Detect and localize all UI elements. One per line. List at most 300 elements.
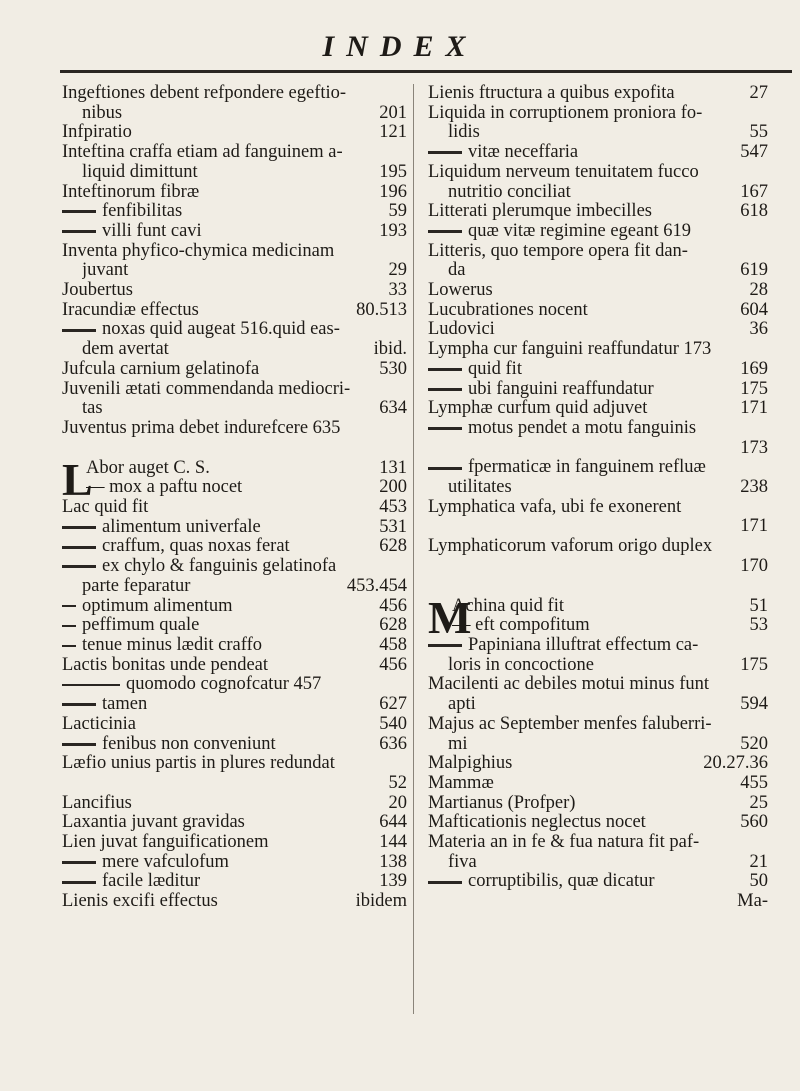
entry-term — [62, 380, 401, 400]
entry-term — [62, 754, 401, 774]
index-entry — [62, 715, 407, 735]
entry-page: 27 — [749, 83, 768, 103]
entry-text: fenfibilitas — [102, 202, 183, 222]
entry-term — [448, 695, 734, 715]
entry-term — [428, 813, 734, 833]
index-entry — [428, 183, 768, 203]
entry-term — [428, 380, 734, 400]
index-entry — [428, 104, 768, 124]
index-entry — [62, 163, 407, 183]
ditto-dash — [428, 230, 462, 233]
entry-text: Jufcula carnium gelatinofa — [62, 359, 260, 379]
entry-text: Læfio unius partis in plures redundat — [62, 754, 335, 774]
index-entry — [62, 577, 407, 597]
entry-text: Liquidum nerveum tenuitatem fucco — [428, 162, 699, 182]
entry-page: ibidem — [355, 891, 407, 912]
entry-page: 53 — [749, 615, 768, 636]
entry-page: 453.454 — [346, 575, 407, 596]
entry-term — [62, 675, 401, 695]
entry-page: 171 — [740, 398, 768, 419]
ditto-dash — [62, 230, 96, 233]
index-entry — [428, 892, 768, 912]
entry-page: 456 — [379, 654, 407, 675]
ditto-dash — [428, 151, 462, 154]
entry-term — [428, 399, 734, 419]
ditto-dash — [62, 210, 96, 213]
entry-page: 634 — [379, 398, 407, 419]
index-entry — [428, 340, 768, 360]
entry-page: 52 — [388, 772, 407, 793]
entry-term — [428, 419, 762, 439]
ditto-dash — [428, 467, 462, 470]
entry-term — [428, 498, 762, 518]
entry-text: Achina quid fit — [452, 596, 565, 616]
ditto-dash — [428, 427, 462, 430]
entry-term — [448, 853, 744, 873]
index-entry — [62, 675, 407, 695]
entry-page: 547 — [740, 142, 768, 163]
entry-page: 144 — [379, 832, 407, 853]
index-entry — [62, 735, 407, 755]
entry-term — [62, 143, 401, 163]
entry-text: Litterati plerumque imbecilles — [428, 202, 652, 222]
index-entry — [428, 517, 768, 537]
entry-text: Majus ac September menfes faluberri- — [428, 714, 712, 734]
entry-term — [428, 84, 744, 104]
entry-text: Infpiratio — [62, 123, 132, 143]
entry-page: 458 — [379, 634, 407, 655]
index-entry — [62, 104, 407, 124]
entry-term — [448, 123, 744, 143]
entry-page: 628 — [379, 536, 407, 557]
entry-page: 139 — [379, 871, 407, 892]
index-entry — [428, 715, 768, 735]
entry-term — [82, 577, 341, 597]
entry-term — [62, 518, 373, 538]
entry-text: Martianus (Profper) — [428, 793, 576, 813]
entry-text: Inteftina craffa etiam ad fanguinem a- — [62, 143, 343, 163]
entry-text: Inventa phyfico-chymica medicinam — [62, 241, 335, 261]
index-entry — [62, 616, 407, 636]
entry-term — [62, 892, 350, 912]
entry-text: Lympha cur fanguini reaffundatur 173 — [428, 340, 712, 360]
entry-text: Papiniana illuftrat effectum ca- — [468, 635, 699, 655]
entry-term — [62, 735, 373, 755]
entry-text: da — [448, 261, 466, 281]
entry-text: mere vafculofum — [102, 852, 229, 872]
index-entry — [428, 202, 768, 222]
index-entry — [62, 813, 407, 833]
index-entry — [428, 242, 768, 262]
entry-page: 51 — [749, 595, 768, 616]
index-entry — [428, 439, 768, 459]
index-entry — [428, 833, 768, 853]
entry-page: 36 — [749, 319, 768, 340]
index-entry — [62, 754, 407, 774]
index-entry — [428, 656, 768, 676]
entry-term — [448, 183, 734, 203]
left-column — [62, 84, 407, 912]
column-divider — [413, 84, 414, 1014]
entry-page: 33 — [388, 280, 407, 301]
index-entry — [428, 695, 768, 715]
ditto-dash — [62, 703, 96, 706]
entry-page: 644 — [379, 812, 407, 833]
entry-term — [428, 872, 744, 892]
index-entry — [62, 281, 407, 301]
entry-page: 594 — [740, 694, 768, 715]
entry-page: Ma- — [737, 891, 768, 912]
entry-term — [82, 340, 368, 360]
entry-text: Mafticationis neglectus nocet — [428, 813, 646, 833]
entry-page: 175 — [740, 654, 768, 675]
entry-page: 238 — [740, 477, 768, 498]
entry-text: peffimum quale — [82, 616, 200, 636]
entry-term — [428, 794, 744, 814]
entry-text: Inteftinorum fibræ — [62, 182, 200, 202]
entry-term — [62, 636, 373, 656]
index-entry — [62, 301, 407, 321]
entry-text: Lymphæ curfum quid adjuvet — [428, 399, 648, 419]
entry-page: 195 — [379, 161, 407, 182]
index-entry — [428, 537, 768, 557]
index-entry — [428, 163, 768, 183]
entry-page: 618 — [740, 201, 768, 222]
entry-page: 455 — [740, 772, 768, 793]
entry-page: 531 — [379, 516, 407, 537]
entry-text: Abor auget C. S. — [86, 458, 210, 478]
entry-page: 20 — [388, 792, 407, 813]
index-entry — [62, 656, 407, 676]
index-entry — [428, 222, 768, 242]
page-header: INDEX — [322, 30, 478, 63]
entry-page: 28 — [749, 280, 768, 301]
entry-text: Materia an in fe & fua natura fit paf- — [428, 833, 700, 853]
entry-text: Lancifius — [62, 793, 132, 813]
entry-page: 121 — [379, 122, 407, 143]
entry-text: Litteris, quo tempore opera fit dan- — [428, 241, 688, 261]
header-rule — [60, 70, 792, 73]
entry-text: lidis — [448, 123, 480, 143]
index-entry — [428, 498, 768, 518]
entry-term — [62, 597, 373, 617]
entry-text: utilitates — [448, 478, 512, 498]
entry-term — [428, 537, 762, 557]
index-entry — [428, 478, 768, 498]
entry-text: fiva — [448, 852, 477, 872]
entry-text: Malpighius — [428, 754, 513, 774]
entry-page: 170 — [740, 555, 768, 576]
entry-text: Macilenti ac debiles motui minus funt — [428, 675, 710, 695]
entry-text: Mammæ — [428, 773, 494, 793]
entry-term — [62, 202, 383, 222]
entry-page: 453 — [379, 497, 407, 518]
index-entry — [62, 143, 407, 163]
entry-page: 171 — [740, 516, 768, 537]
index-entry — [62, 123, 407, 143]
index-entry — [62, 261, 407, 281]
ditto-dash — [62, 881, 96, 884]
entry-text: Joubertus — [62, 281, 133, 301]
index-entry — [428, 597, 768, 617]
entry-term — [62, 616, 373, 636]
entry-term — [86, 459, 373, 479]
entry-text: juvant — [82, 261, 129, 281]
index-entry — [428, 261, 768, 281]
index-entry — [62, 833, 407, 853]
entry-term — [428, 281, 744, 301]
entry-term — [428, 715, 762, 735]
entry-text: mi — [448, 734, 468, 754]
entry-term — [448, 656, 734, 676]
entry-page: 55 — [749, 122, 768, 143]
index-entry — [428, 853, 768, 873]
ditto-dash — [62, 526, 96, 529]
index-entry — [62, 794, 407, 814]
entry-term — [428, 202, 734, 222]
ditto-dash — [62, 605, 76, 607]
entry-text: Lien juvat fanguificationem — [62, 833, 269, 853]
entry-page: 25 — [749, 792, 768, 813]
entry-page: 456 — [379, 595, 407, 616]
index-entry — [62, 853, 407, 873]
entry-term — [452, 597, 744, 617]
entry-term — [62, 833, 373, 853]
index-entry — [62, 636, 407, 656]
entry-term — [62, 183, 373, 203]
entry-page: 21 — [749, 851, 768, 872]
entry-text: Ingeftiones debent refpondere egeftio- — [62, 84, 347, 103]
entry-page: 175 — [740, 378, 768, 399]
entry-term — [428, 458, 762, 478]
entry-text: ex chylo & fanguinis gelatinofa — [102, 557, 337, 577]
entry-term — [62, 498, 373, 518]
index-entry — [428, 616, 768, 636]
entry-term — [452, 616, 744, 636]
entry-term — [428, 143, 734, 163]
entry-text: Lienis ftructura a quibus expofita — [428, 84, 675, 103]
index-entry — [428, 636, 768, 656]
entry-page: 193 — [379, 220, 407, 241]
index-entry — [62, 557, 407, 577]
letter-section — [62, 453, 407, 912]
entry-page: 131 — [379, 457, 407, 478]
index-entry — [428, 281, 768, 301]
entry-page: 50 — [749, 871, 768, 892]
index-entry — [62, 84, 407, 104]
entry-page: 530 — [379, 358, 407, 379]
entry-text: quomodo cognofcatur 457 — [126, 675, 322, 695]
entry-term — [82, 399, 373, 419]
entry-text: apti — [448, 695, 476, 715]
entry-text: Lienis excifi effectus — [62, 892, 218, 912]
entry-page: 201 — [379, 102, 407, 123]
entry-text: vitæ neceffaria — [468, 143, 579, 163]
entry-page: 560 — [740, 812, 768, 833]
entry-text: fpermaticæ in fanguinem refluæ — [468, 458, 706, 478]
entry-text: parte feparatur — [82, 576, 191, 596]
index-entry — [428, 84, 768, 104]
entry-page: 628 — [379, 615, 407, 636]
entry-page: 173 — [740, 437, 768, 458]
entry-text: optimum alimentum — [82, 596, 233, 616]
entry-term — [82, 163, 373, 183]
ditto-dash — [62, 743, 96, 746]
entry-text: facile læditur — [102, 872, 201, 892]
ditto-dash — [62, 861, 96, 864]
entry-text: quæ vitæ regimine egeant 619 — [468, 221, 691, 241]
index-entry — [428, 458, 768, 478]
index-entry — [428, 419, 768, 439]
index-entry — [62, 183, 407, 203]
entry-text: nibus — [82, 103, 123, 123]
entry-term — [448, 735, 734, 755]
entry-term — [62, 794, 383, 814]
entry-term — [62, 123, 373, 143]
section-gap — [62, 439, 407, 459]
entry-text: motus pendet a motu fanguinis — [468, 418, 697, 438]
entry-term — [428, 104, 762, 124]
entry-text: — mox a paftu nocet — [86, 478, 243, 498]
entry-term — [62, 656, 373, 676]
entry-text: liquid dimittunt — [82, 162, 198, 182]
entry-text: craffum, quas noxas ferat — [102, 537, 290, 557]
index-entry — [62, 872, 407, 892]
entry-page: 169 — [740, 358, 768, 379]
right-column — [428, 84, 768, 912]
entry-term — [62, 419, 401, 439]
entry-term — [448, 478, 734, 498]
entry-term — [82, 261, 383, 281]
ditto-dash — [62, 329, 96, 332]
entry-text: Lucubrationes nocent — [428, 300, 588, 320]
entry-page: 138 — [379, 851, 407, 872]
entry-term — [62, 537, 373, 557]
index-entry — [62, 242, 407, 262]
index-entry — [62, 360, 407, 380]
entry-page: 29 — [388, 260, 407, 281]
index-entry — [428, 380, 768, 400]
ditto-dash — [428, 388, 462, 391]
letter-section — [428, 591, 768, 912]
entry-text: noxas quid augeat 516.quid eas- — [102, 320, 340, 340]
entry-page: 636 — [379, 733, 407, 754]
entry-page: 540 — [379, 713, 407, 734]
entry-text: Iracundiæ effectus — [62, 300, 199, 320]
ditto-dash — [62, 565, 96, 568]
index-entry — [428, 774, 768, 794]
index-entry — [428, 872, 768, 892]
entry-page: 604 — [740, 299, 768, 320]
index-entry — [62, 597, 407, 617]
index-entry — [62, 399, 407, 419]
index-entry — [62, 419, 407, 439]
index-entry — [62, 518, 407, 538]
entry-term — [428, 320, 744, 340]
index-entry — [428, 301, 768, 321]
entry-term — [448, 261, 734, 281]
entry-text: Ludovici — [428, 320, 495, 340]
entry-term — [428, 163, 762, 183]
entry-text: Laxantia juvant gravidas — [62, 813, 245, 833]
entry-term — [428, 242, 762, 262]
entry-term — [428, 636, 762, 656]
index-entry — [428, 143, 768, 163]
entry-term — [62, 84, 401, 104]
entry-term — [428, 360, 734, 380]
index-entry — [428, 360, 768, 380]
index-entry — [62, 774, 407, 794]
index-entry — [62, 380, 407, 400]
ditto-dash — [62, 684, 120, 686]
entry-page: 619 — [740, 260, 768, 281]
entry-text: Lacticinia — [62, 714, 136, 734]
entry-page: 520 — [740, 733, 768, 754]
entry-page: 20.27.36 — [703, 753, 768, 774]
entry-text: villi funt cavi — [102, 221, 202, 241]
entry-term — [62, 853, 373, 873]
entry-page: 200 — [379, 477, 407, 498]
entry-text: Lactis bonitas unde pendeat — [62, 655, 269, 675]
index-entry — [62, 892, 407, 912]
index-entry — [62, 340, 407, 360]
entry-text: Lac quid fit — [62, 498, 149, 518]
entry-text: Lymphaticorum vaforum origo duplex — [428, 537, 713, 557]
index-entry — [428, 735, 768, 755]
entry-term — [428, 774, 734, 794]
drop-initial: L — [62, 453, 93, 505]
entry-text: tenue minus lædit craffo — [82, 635, 262, 655]
entry-term — [428, 222, 762, 242]
index-entry — [428, 399, 768, 419]
index-entry — [62, 498, 407, 518]
index-entry — [428, 754, 768, 774]
entry-page: 167 — [740, 181, 768, 202]
entry-page: 196 — [379, 181, 407, 202]
ditto-dash — [428, 368, 462, 371]
index-entry — [62, 459, 407, 479]
entry-text: alimentum univerfale — [102, 517, 261, 537]
index-entry — [62, 222, 407, 242]
entry-term — [62, 281, 383, 301]
entry-term — [62, 320, 401, 340]
entry-text: fenibus non conveniunt — [102, 734, 276, 754]
index-entry — [428, 123, 768, 143]
entry-text: tas — [82, 399, 103, 419]
entry-text: loris in concoctione — [448, 655, 594, 675]
entry-term — [428, 301, 734, 321]
entry-text: tamen — [102, 695, 148, 715]
entry-text: Liquida in corruptionem proniora fo- — [428, 103, 703, 123]
ditto-dash — [428, 881, 462, 884]
entry-term — [62, 715, 373, 735]
index-entry — [428, 320, 768, 340]
index-entry — [62, 320, 407, 340]
ditto-dash — [62, 645, 76, 647]
entry-term — [428, 754, 697, 774]
entry-text: Lowerus — [428, 281, 493, 301]
index-entry — [62, 202, 407, 222]
entry-term — [428, 833, 762, 853]
entry-page: 80.513 — [356, 299, 407, 320]
index-entry — [62, 537, 407, 557]
entry-text: corruptibilis, quæ dicatur — [468, 872, 655, 892]
entry-text: nutritio conciliat — [448, 182, 571, 202]
entry-term — [62, 301, 350, 321]
index-entry — [62, 478, 407, 498]
section-gap — [428, 577, 768, 597]
entry-term — [86, 478, 373, 498]
